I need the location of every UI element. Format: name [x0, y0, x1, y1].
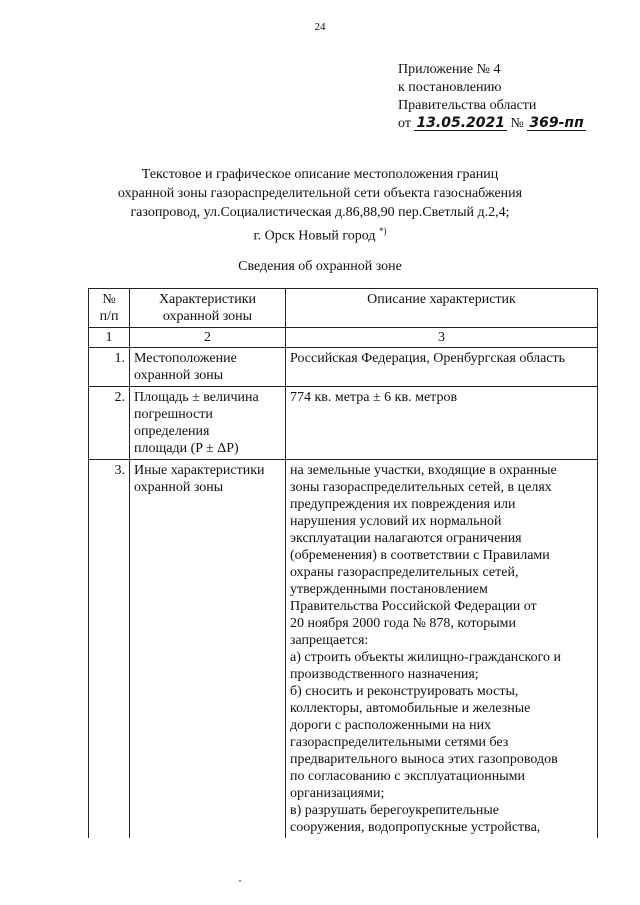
section-subtitle: Сведения об охранной зоне: [238, 259, 402, 274]
header-char-line-1: Характеристики: [158, 292, 257, 307]
appendix-block: [398, 61, 586, 133]
row-desc-line: предупреждения их повреждения или: [290, 497, 516, 512]
table-row: [89, 460, 598, 839]
row-desc-line: в) разрушать берегоукрепительные: [290, 803, 500, 818]
row-description: [286, 460, 598, 839]
date-prefix: от: [398, 116, 411, 131]
title-line-3: газопровод, ул.Социалистическая д.86,88,90 пер.Светлый д.2,4;: [130, 205, 510, 220]
row-description: [286, 348, 598, 387]
row-desc-line: охраны газораспределительных сетей,: [290, 565, 519, 580]
page-number: 24: [314, 21, 326, 33]
row-number: 1.: [89, 348, 130, 387]
row-char-line: Местоположение: [134, 351, 237, 366]
row-number: 2.: [89, 387, 130, 460]
row-char-line: охранной зоны: [134, 368, 224, 383]
row-desc-line: газораспределительными сетями без: [290, 735, 509, 750]
appendix-date-line: [398, 115, 586, 133]
header-number-line-1: №: [102, 292, 116, 307]
handwritten-number: 369-пп: [529, 115, 584, 131]
row-char-line: определения: [134, 424, 210, 439]
row-desc-line: эксплуатации налагаются ограничения: [290, 531, 522, 546]
header-number: [89, 289, 130, 328]
table-row: [89, 387, 598, 460]
row-char-line: площади (P ± ΔP): [134, 441, 239, 456]
title-line-1: Текстовое и графическое описание местоположения границ: [141, 167, 499, 182]
title-line-2: охранной зоны газораспределительной сети объекта газоснабжения: [117, 186, 523, 201]
header-characteristics: [130, 289, 286, 328]
row-desc-line: коллекторы, автомобильные и железные: [290, 701, 531, 716]
scan-speck: [239, 880, 241, 882]
row-desc-line: а) строить объекты жилищно-гражданского и: [290, 650, 561, 665]
table-row: [89, 348, 598, 387]
header-number-line-2: п/п: [99, 309, 119, 324]
row-char-line: Площадь ± величина: [134, 390, 259, 405]
row-desc-line: производственного назначения;: [290, 667, 479, 682]
row-desc-line: Правительства Российской Федерации от: [290, 599, 537, 614]
title-line-4: [60, 222, 580, 246]
row-description: [286, 387, 598, 460]
row-characteristic: [130, 460, 286, 839]
row-desc-line: 774 кв. метра ± 6 кв. метров: [290, 390, 458, 405]
row-desc-line: б) сносить и реконструировать мосты,: [290, 684, 519, 699]
row-desc-line: 20 ноября 2000 года № 878, которыми: [290, 616, 517, 631]
row-characteristic: [130, 387, 286, 460]
index-cell-3: 3: [286, 328, 598, 348]
handwritten-date: 13.05.2021: [416, 115, 506, 131]
appendix-line-3: Правительства области: [398, 98, 537, 113]
number-prefix: №: [510, 116, 524, 131]
row-desc-line: зоны газораспределительных сетей, в целях: [290, 480, 552, 495]
title-city: г. Орск Новый город: [253, 228, 376, 244]
row-desc-line: сооружения, водопропускные устройства,: [290, 820, 541, 835]
row-desc-line: организациями;: [290, 786, 385, 801]
row-char-line: Иные характеристики: [134, 463, 265, 478]
index-cell-2: 2: [130, 328, 286, 348]
header-char-line-2: охранной зоны: [162, 309, 253, 324]
appendix-line-1: Приложение № 4: [398, 62, 501, 77]
row-desc-line: по согласованию с эксплуатационными: [290, 769, 525, 784]
row-characteristic: [130, 348, 286, 387]
footnote-mark: *): [379, 226, 387, 236]
appendix-line-2: к постановлению: [398, 80, 502, 95]
row-char-line: погрешности: [134, 407, 213, 422]
row-number: 3.: [89, 460, 130, 839]
row-desc-line: (обременения) в соответствии с Правилами: [290, 548, 550, 563]
table-header-row: [89, 289, 598, 328]
header-description: Описание характеристик: [286, 289, 598, 328]
index-cell-1: 1: [89, 328, 130, 348]
row-desc-line: на земельные участки, входящие в охранные: [290, 463, 557, 478]
table-index-row: [89, 328, 598, 348]
row-desc-line: дороги с расположенными на них: [290, 718, 492, 733]
row-desc-line: запрещается:: [290, 633, 369, 648]
row-desc-line: предварительного выноса этих газопроводов: [290, 752, 558, 767]
row-desc-line: утвержденными постановлением: [290, 582, 488, 597]
document-title: [60, 165, 580, 246]
row-char-line: охранной зоны: [134, 480, 224, 495]
zone-table: [88, 288, 598, 838]
row-desc-line: нарушения условий их нормальной: [290, 514, 502, 529]
row-desc-line: Российская Федерация, Оренбургская область: [290, 351, 566, 366]
